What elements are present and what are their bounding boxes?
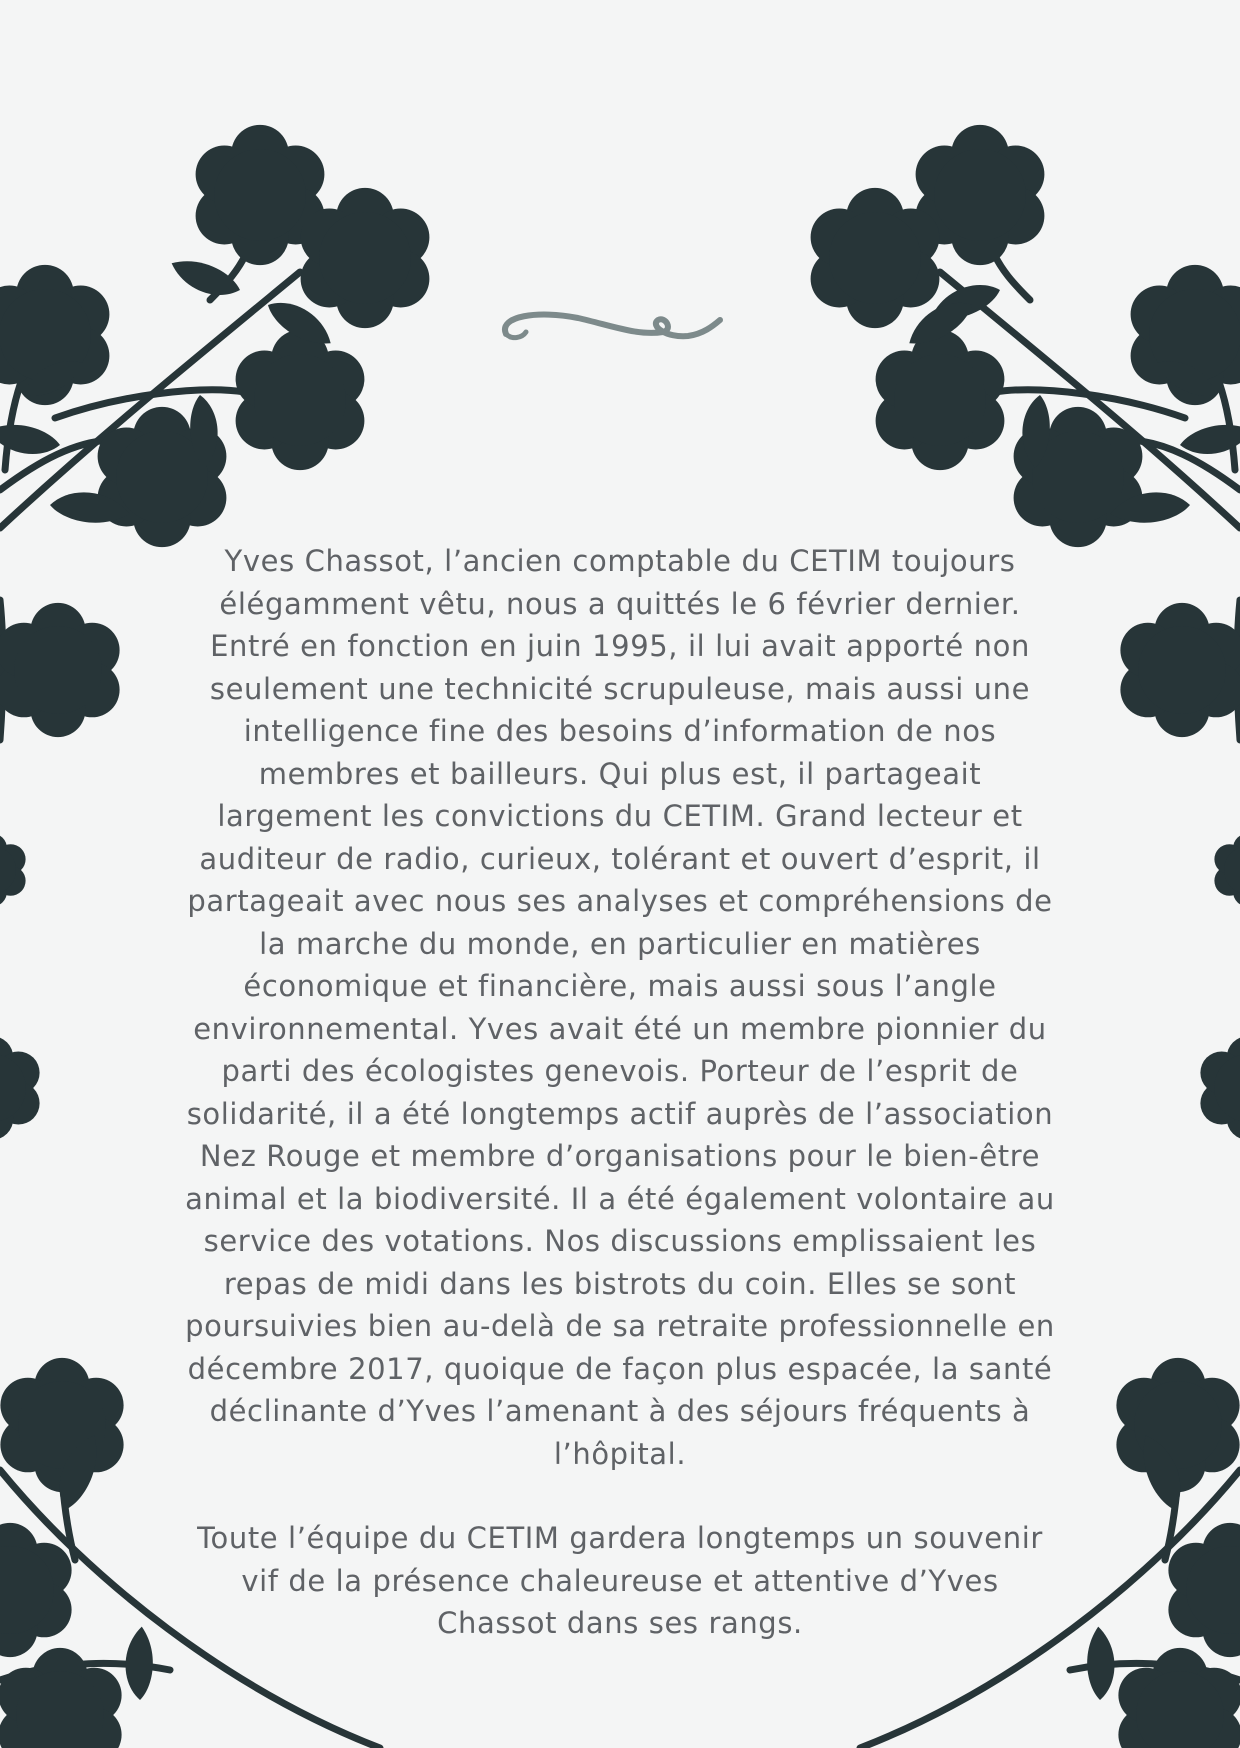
obituary-paragraph-1: Yves Chassot, l’ancien comptable du CETIM toujours élégamment vêtu, nous a quittés le 6 février dernier. Entré en fonction en juin 1995, il lui avait apporté non seulement une technicité scrupuleuse, mais aussi une intelligence fine des besoins d’information de nos membres et bailleurs. Qui plus est, il partageait largement les convictions du CETIM. Grand lecteur et auditeur de radio, curieux, tolérant et ouvert d’esprit, il partageait avec nous ses analyses et compréhensions de la marche du monde, en particulier en matières économique et financière, mais aussi sous l’angle environnemental. Yves avait été un membre pionnier du parti des écologistes genevois. Porteur de l’esprit de solidarité, il a été longtemps actif auprès de l’association Nez Rouge et membre d’organisations pour le bien-être animal et la biodiversité. Il a été également volontaire au service des votations. Nos discussions emplissaient les repas de midi dans les bistrots du coin. Elles se sont poursuivies bien au-delà de sa retraite professionnelle en décembre 2017, quoique de façon plus espacée, la santé déclinante d’Yves l’amenant à des séjours fréquents à l’hôpital. bbox=[185, 544, 1055, 1471]
obituary-text bbox=[180, 540, 1060, 1645]
swirl-divider-icon bbox=[498, 296, 728, 346]
obituary-paragraph-2: Toute l’équipe du CETIM gardera longtemps un souvenir vif de la présence chaleureuse et attentive d’Yves Chassot dans ses rangs. bbox=[197, 1521, 1043, 1640]
